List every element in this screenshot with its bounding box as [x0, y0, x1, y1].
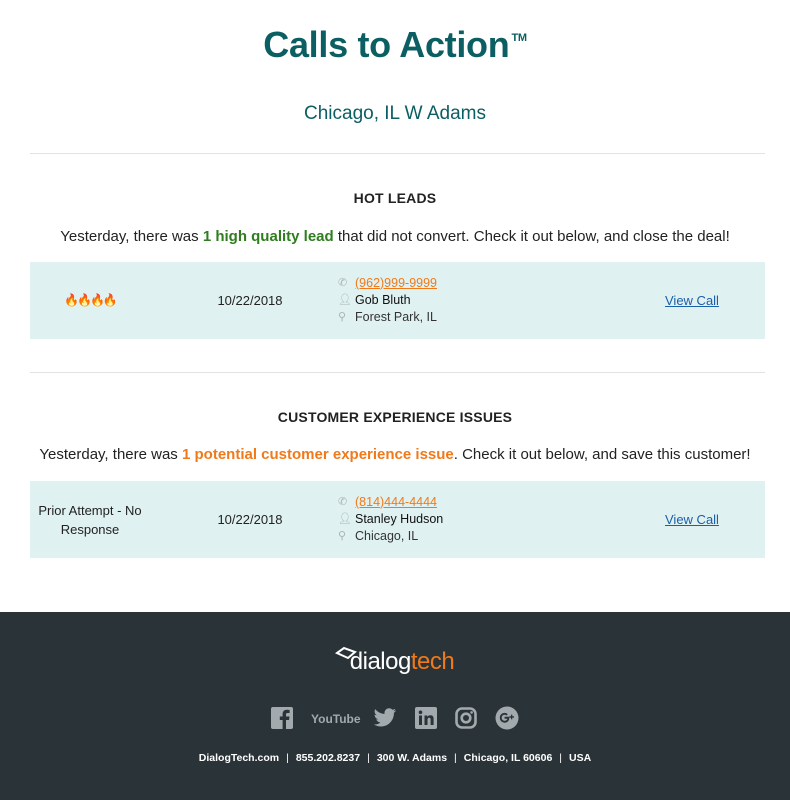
- issue-status: Prior Attempt - No Response: [38, 502, 142, 537]
- footer-phone[interactable]: 855.202.8237: [295, 752, 361, 764]
- call-date: 10/22/2018: [217, 512, 283, 527]
- contact-info: [338, 274, 588, 325]
- cx-issues-summary: Yesterday, there was 1 potential customer experience issue. Check it out below, and save this customer!: [39, 446, 751, 463]
- instagram-icon[interactable]: [455, 706, 477, 730]
- phone-icon: ✆: [338, 496, 348, 508]
- footer-country: USA: [569, 752, 592, 764]
- call-date: 10/22/2018: [217, 293, 283, 308]
- divider: [30, 153, 765, 154]
- youtube-icon[interactable]: [311, 706, 361, 730]
- logo-mark-icon: [336, 647, 356, 659]
- linkedin-icon[interactable]: [415, 706, 437, 730]
- cx-issues-heading: CUSTOMER EXPERIENCE ISSUES: [277, 409, 513, 425]
- lead-rating: [30, 262, 150, 339]
- contact-name: Stanley Hudson: [355, 511, 444, 526]
- contact-city: Chicago, IL: [355, 528, 419, 543]
- person-icon: 👤︎: [338, 294, 352, 306]
- person-icon: 👤︎: [338, 513, 352, 525]
- contact-info: [338, 493, 588, 544]
- contact-city: Forest Park, IL: [355, 309, 437, 324]
- cx-issues-highlight: 1 potential customer experience issue: [181, 446, 454, 463]
- view-call-link[interactable]: View Call: [665, 512, 719, 527]
- footer-address: 300 W. Adams: [376, 752, 448, 764]
- contact-name: Gob Bluth: [355, 292, 411, 307]
- view-call-link[interactable]: View Call: [665, 293, 719, 308]
- footer: [0, 612, 790, 800]
- cx-issue-row: [30, 481, 765, 558]
- footer-contact-info: DialogTech.com | 855.202.8237 | 300 W. Adams | Chicago, IL 60606 | USA: [198, 752, 592, 764]
- hot-leads-highlight: 1 high quality lead: [202, 228, 334, 245]
- phone-link[interactable]: (814)444-4444: [355, 494, 438, 509]
- hot-leads-heading: HOT LEADS: [353, 190, 437, 206]
- footer-city: Chicago, IL 60606: [463, 752, 553, 764]
- svg-text:YouTube: YouTube: [311, 712, 361, 726]
- hot-leads-summary: Yesterday, there was 1 high quality lead that did not convert. Check it out below, and close the deal!: [60, 228, 730, 245]
- phone-icon: ✆: [338, 277, 348, 289]
- twitter-icon[interactable]: [373, 706, 397, 730]
- facebook-icon[interactable]: [271, 706, 293, 730]
- footer-website-link[interactable]: DialogTech.com: [198, 752, 280, 764]
- google-plus-icon[interactable]: [495, 706, 519, 730]
- dialogtech-logo[interactable]: dialogtech: [0, 648, 790, 676]
- location-pin-icon: ⚲: [338, 311, 347, 323]
- page-title: Calls to Action ™: [263, 24, 527, 65]
- social-links: [0, 706, 790, 730]
- hot-lead-row: [30, 262, 765, 339]
- flame-icons: 🔥🔥🔥🔥: [64, 293, 116, 307]
- phone-link[interactable]: (962)999-9999: [355, 275, 438, 290]
- location-pin-icon: ⚲: [338, 530, 347, 542]
- divider: [30, 372, 765, 373]
- trademark: TM: [511, 32, 527, 44]
- location-subtitle: Chicago, IL W Adams: [304, 103, 486, 124]
